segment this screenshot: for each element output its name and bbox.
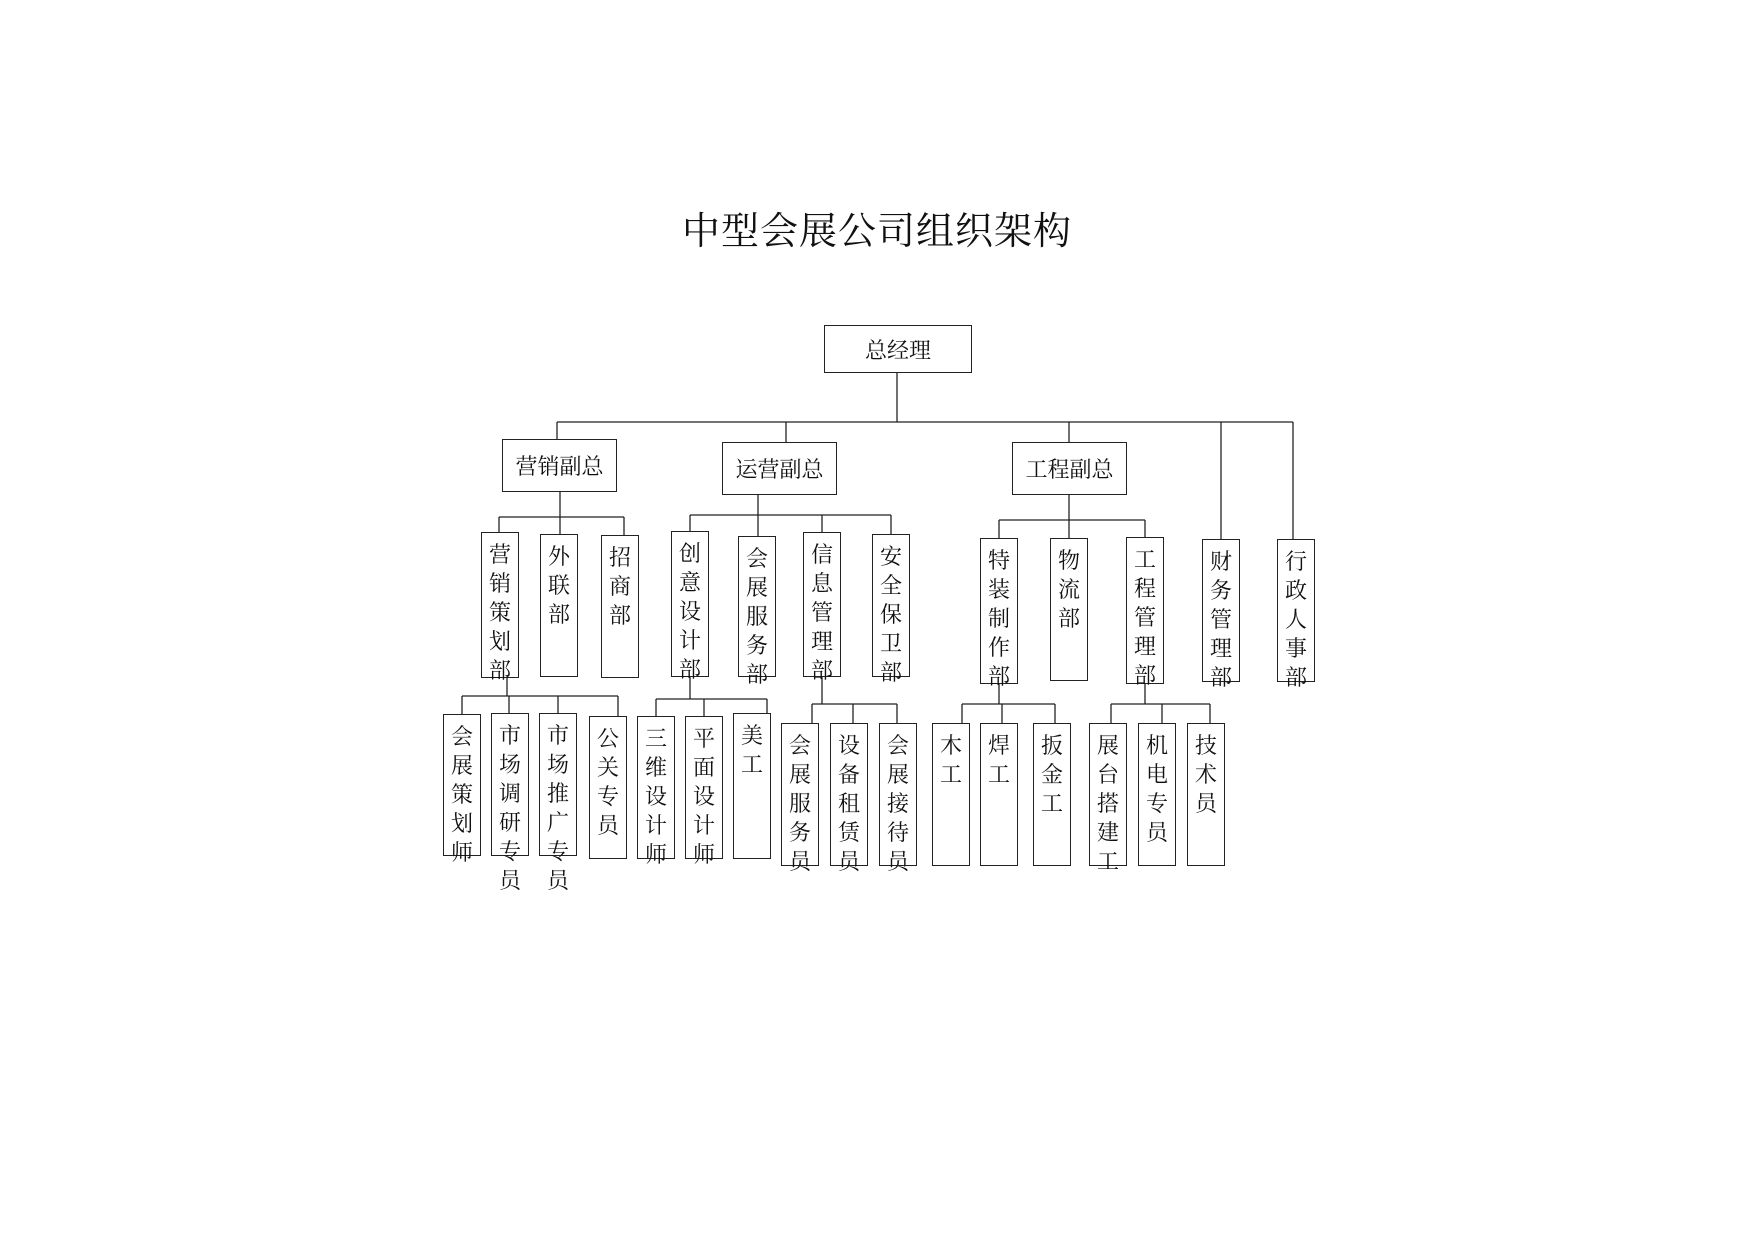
node-role-pr: [589, 716, 627, 859]
node-label: 设 备 租 赁 员: [837, 734, 860, 875]
node-label: 会 展 接 待 员: [886, 734, 909, 875]
node-role-exhibition-service-staff: [781, 723, 819, 875]
node-label: 焊 工: [987, 734, 1010, 788]
node-label: 会 展 策 划 师: [450, 725, 473, 866]
node-role-exhibition-planner: [443, 714, 481, 866]
node-dept-marketing-planning: [481, 532, 519, 684]
node-label: 财 务 管 理 部: [1209, 550, 1232, 691]
node-label: 扳 金 工: [1040, 734, 1063, 817]
node-label: 技 术 员: [1194, 734, 1217, 817]
node-label: 会 展 服 务 部: [745, 547, 768, 688]
node-role-exhibition-receptionist: [879, 723, 917, 875]
node-label: 营销副总: [515, 455, 604, 480]
node-role-artist: [733, 713, 771, 859]
node-dept-info-management: [803, 532, 841, 684]
node-label: 美 工: [740, 724, 763, 778]
node-role-3d-designer: [637, 716, 675, 868]
node-role-electromechanical: [1138, 723, 1176, 866]
node-role-welder: [980, 723, 1018, 866]
node-label: 展 台 搭 建 工: [1096, 734, 1119, 875]
node-dept-engineering-management: [1126, 537, 1164, 689]
node-dept-finance: [1202, 539, 1240, 691]
node-label: 三 维 设 计 师: [644, 727, 667, 868]
node-label: 机 电 专 员: [1145, 734, 1168, 846]
node-label: 行 政 人 事 部: [1284, 550, 1307, 691]
node-label: 工程副总: [1025, 458, 1114, 483]
node-label: 外 联 部: [547, 545, 570, 628]
node-label: 市 场 推 广 专 员: [546, 724, 569, 894]
node-label: 招 商 部: [608, 546, 631, 629]
node-dept-security: [872, 534, 910, 686]
node-dept-logistics: [1050, 538, 1088, 681]
node-dept-special-fitout: [980, 538, 1018, 690]
node-label: 营 销 策 划 部: [488, 543, 511, 684]
node-label: 木 工: [939, 734, 962, 788]
node-label: 物 流 部: [1057, 549, 1080, 632]
node-label: 会 展 服 务 员: [788, 734, 811, 875]
node-vp-marketing: [502, 439, 617, 492]
node-dept-creative-design: [671, 531, 709, 683]
node-label: 平 面 设 计 师: [692, 727, 715, 868]
node-label: 工 程 管 理 部: [1133, 548, 1156, 689]
chart-title: 中型会展公司组织架构: [681, 209, 1072, 253]
node-role-market-research: [491, 713, 529, 894]
node-label: 创 意 设 计 部: [678, 542, 701, 683]
node-role-technician: [1187, 723, 1225, 866]
node-label: 信 息 管 理 部: [810, 543, 833, 684]
node-role-carpenter: [932, 723, 970, 866]
node-role-sheet-metal: [1033, 723, 1071, 866]
node-label: 运营副总: [735, 458, 824, 483]
node-general-manager: [824, 325, 972, 373]
node-role-booth-builder: [1089, 723, 1127, 875]
node-label: 特 装 制 作 部: [987, 549, 1010, 690]
node-dept-exhibition-service: [738, 536, 776, 688]
node-role-graphic-designer: [685, 716, 723, 868]
node-label: 市 场 调 研 专 员: [498, 724, 521, 894]
node-dept-external-relations: [540, 534, 578, 677]
node-label: 安 全 保 卫 部: [879, 545, 902, 686]
node-role-market-promotion: [539, 713, 577, 894]
node-vp-engineering: [1012, 442, 1127, 495]
node-vp-operations: [722, 442, 837, 495]
node-label: 总经理: [864, 338, 931, 364]
node-dept-admin-hr: [1277, 539, 1315, 691]
node-dept-investment: [601, 535, 639, 678]
node-role-equipment-rental: [830, 723, 868, 875]
node-label: 公 关 专 员: [596, 727, 619, 839]
